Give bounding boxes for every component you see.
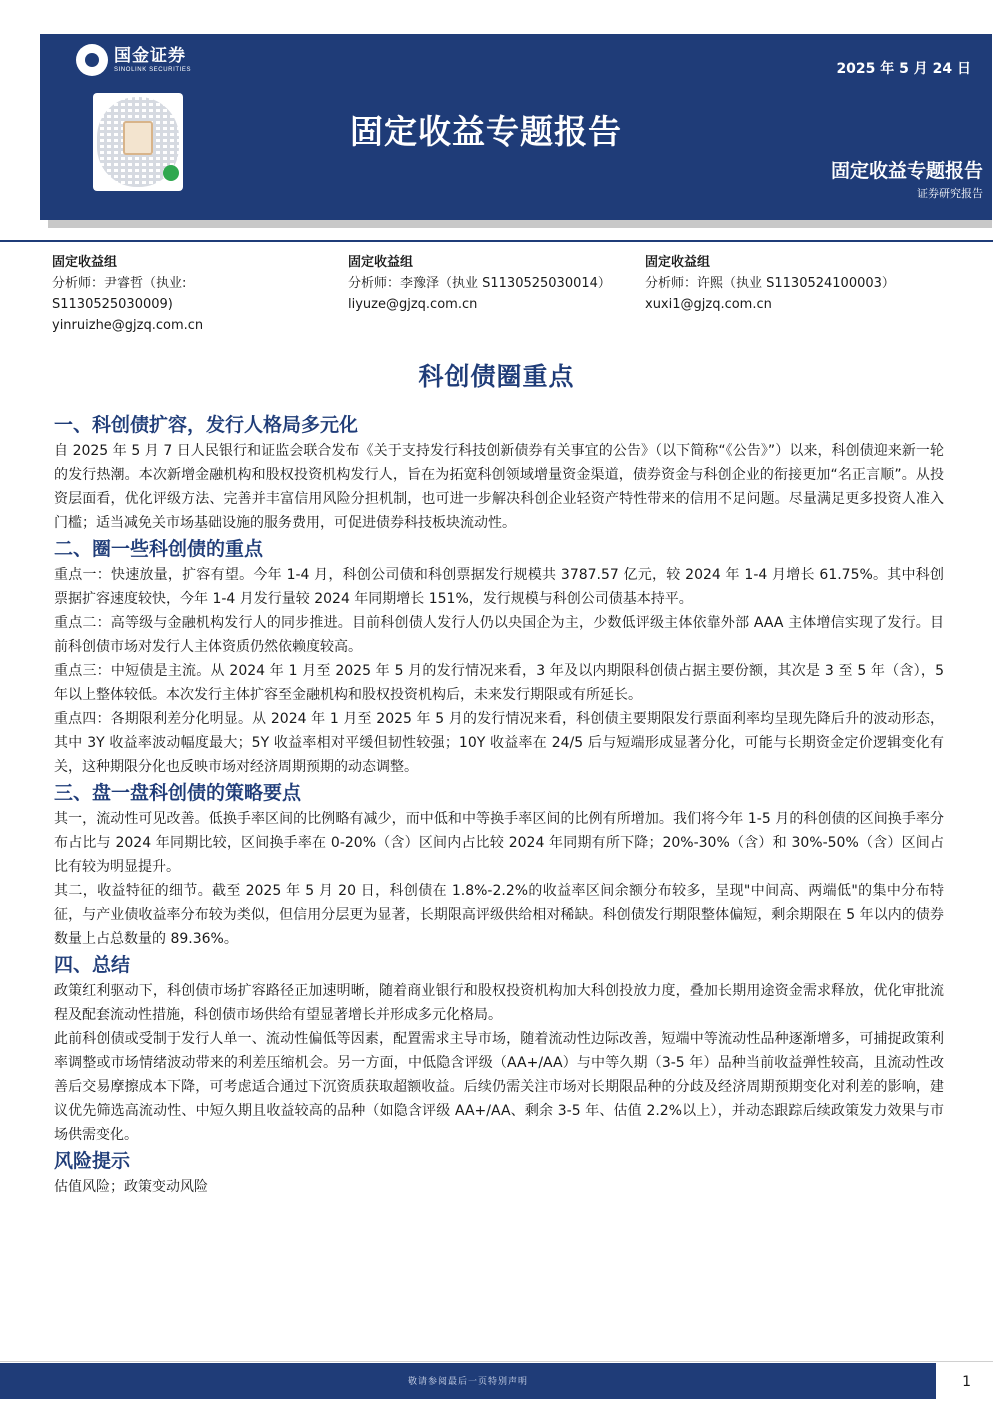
logo-name-en: SINOLINK SECURITIES [114, 67, 192, 73]
company-logo [76, 44, 191, 76]
analyst-group: 固定收益组 [348, 255, 414, 270]
section-heading: 四、总结 [54, 954, 131, 976]
section-heading: 一、科创债扩容，发行人格局多元化 [54, 414, 359, 436]
footer-divider [0, 1361, 993, 1362]
analyst-name: 分析师：李豫泽（执业 S1130525030014） [348, 276, 611, 291]
qr-code-icon [93, 93, 183, 191]
section-heading: 二、圈一些科创债的重点 [54, 538, 264, 560]
analyst-group: 固定收益组 [645, 255, 711, 270]
report-subcategory: 证券研究报告 [917, 187, 983, 200]
analyst-license: S1130525030009) [52, 297, 173, 312]
logo-name-cn: 国金证券 [114, 46, 186, 66]
paragraph: 重点一：快速放量，扩容有望。今年 1-4 月，科创公司债和科创票据发行规模共 3787.57 亿元，较 2024 年 1-4 月增长 61.75%。其中科创票据扩容速度较快，今年 1-4 月发行量较 2024 年同期增长 151%，发行规模与科创公司债基本持平。 [54, 567, 944, 607]
paragraph: 重点二：高等级与金融机构发行人的同步推进。目前科创债人发行人仍以央国企为主，少数低评级主体依靠外部 AAA 主体增信实现了发行。目前科创债市场对发行人主体资质仍然依赖度较高。 [54, 615, 944, 655]
banner-title: 固定收益专题报告 [350, 112, 622, 151]
analyst-group: 固定收益组 [52, 255, 118, 270]
section-heading: 三、盘一盘科创债的策略要点 [54, 782, 302, 804]
report-body [54, 411, 944, 1199]
header-divider [0, 240, 993, 242]
report-category: 固定收益专题报告 [830, 160, 983, 182]
analyst-name: 分析师：许熙（执业 S1130524100003） [645, 276, 895, 291]
page-number: 1 [962, 1374, 971, 1390]
paragraph: 自 2025 年 5 月 7 日人民银行和证监会联合发布《关于支持发行科技创新债券有关事宜的公告》（以下简称“《公告》”）以来，科创债迎来新一轮的发行热潮。本次新增金融机构和股权投资机构发行人，旨在为拓宽科创领域增量资金渠道，债券资金与科创企业的衔接更加“名正言顺”。从投资层面看，优化评级方法、完善并丰富信用风险分担机制，也可进一步解决科创企业轻资产特性带来的信用不足问题。尽量满足更多投资人准入门槛；适当减免关市场基础设施的服务费用，可促进债券科技板块流动性。 [54, 443, 944, 531]
section-heading: 风险提示 [54, 1150, 131, 1172]
logo-mark-icon [76, 44, 108, 76]
page-title: 科创债圈重点 [418, 362, 575, 391]
footer-notice: 敬请参阅最后一页特别声明 [407, 1377, 528, 1387]
paragraph: 其二，收益特征的细节。截至 2025 年 5 月 20 日，科创债在 1.8%-2.2%的收益率区间余额分布较多，呈现"中间高、两端低"的集中分布特征，与产业债收益率分布较为类似，但信用分层更为显著，长期限高评级供给相对稀缺。科创债发行期限整体偏短，剩余期限在 5 年以内的债券数量上占总数量的 89.36%。 [54, 883, 944, 947]
paragraph: 估值风险；政策变动风险 [54, 1179, 208, 1195]
paragraph: 重点三：中短债是主流。从 2024 年 1 月至 2025 年 5 月的发行情况来看，3 年及以内期限科创债占据主要份额，其次是 3 至 5 年（含），5 年以上整体较低。本次发行主体扩容至金融机构和股权投资机构后，未来发行期限或有所延长。 [54, 663, 944, 703]
paragraph: 政策红利驱动下，科创债市场扩容路径正加速明晰，随着商业银行和股权投资机构加大科创投放力度，叠加长期用途资金需求释放，优化审批流程及配套流动性措施，科创债市场供给有望显著增长并形成多元化格局。 [54, 983, 944, 1023]
paragraph: 此前科创债或受制于发行人单一、流动性偏低等因素，配置需求主导市场，随着流动性边际改善，短端中等流动性品种逐渐增多，可捕捉政策利率调整或市场情绪波动带来的利差压缩机会。另一方面，中低隐含评级（AA+/AA）与中等久期（3-5 年）品种当前收益弹性较高，且流动性改善后交易摩擦成本下降，可考虑适合通过下沉资质获取超额收益。后续仍需关注市场对长期限品种的分歧及经济周期预期变化对利差的影响，建议优先筛选高流动性、中短久期且收益较高的品种（如隐含评级 AA+/AA、剩余 3-5 年、估值 2.2%以上），并动态跟踪后续政策发力效果与市场供需变化。 [54, 1031, 944, 1143]
paragraph: 其一，流动性可见改善。低换手率区间的比例略有减少，而中低和中等换手率区间的比例有所增加。我们将今年 1-5 月的科创债的区间换手率分布占比与 2024 年同期比较，区间换手率在 0-20%（含）区间内占比较 2024 年同期有所下降；20%-30%（含）和 30%-50%（含）区间占比有较为明显提升。 [54, 811, 944, 875]
analyst-1 [52, 252, 203, 336]
analyst-3 [645, 252, 895, 315]
analyst-email[interactable]: liyuze@gjzq.com.cn [348, 297, 478, 312]
analyst-email[interactable]: yinruizhe@gjzq.com.cn [52, 318, 204, 333]
analyst-name: 分析师：尹睿哲（执业: [52, 276, 187, 291]
paragraph: 重点四：各期限利差分化明显。从 2024 年 1 月至 2025 年 5 月的发行情况来看，科创债主要期限发行票面利率均呈现先降后升的波动形态，其中 3Y 收益率波动幅度最大；5Y 收益率相对平缓但韧性较强；10Y 收益率在 24/5 后与短端形成显著分化，可能与长期资金定价逻辑变化有关，这种期限分化也反映市场对经济周期预期的动态调整。 [54, 711, 944, 775]
report-date: 2025 年 5 月 24 日 [836, 61, 971, 77]
analyst-email[interactable]: xuxi1@gjzq.com.cn [645, 297, 772, 312]
analyst-2 [348, 252, 611, 315]
